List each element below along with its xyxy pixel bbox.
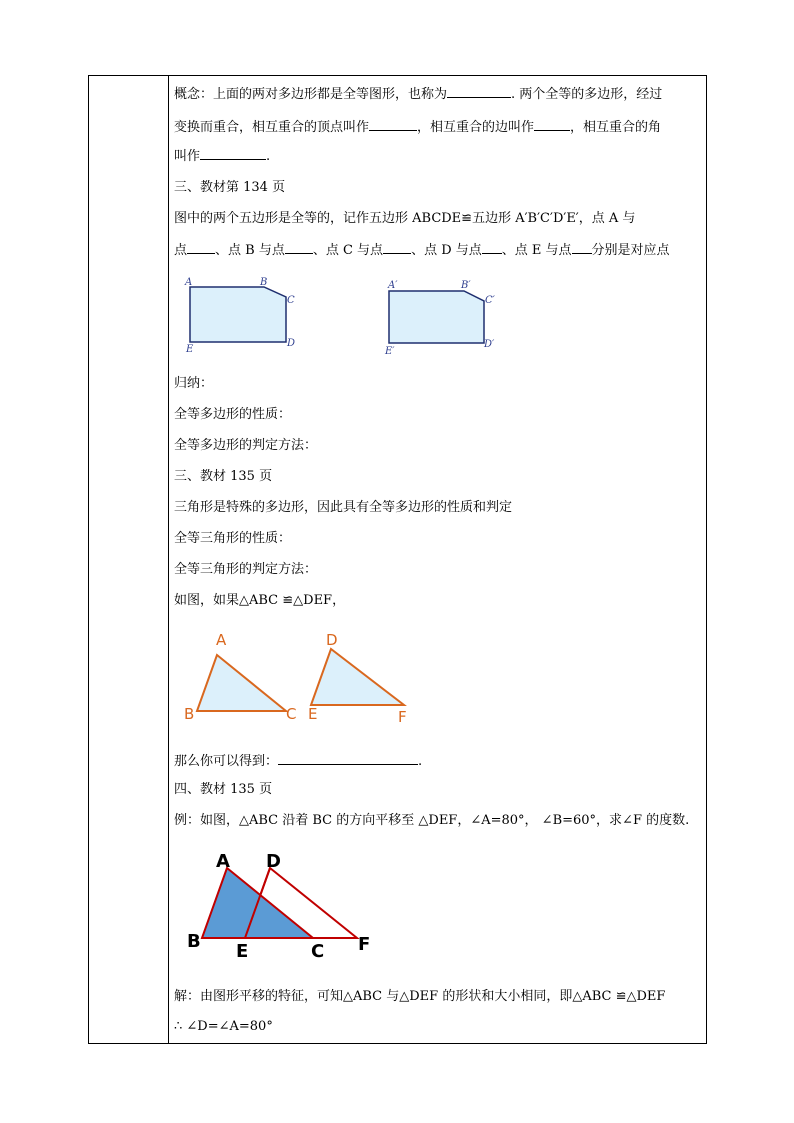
tri-label-f: F: [398, 708, 407, 726]
concept-text-3b: .: [266, 149, 271, 164]
therefore-line: ∴ ∠D=∠A=80°: [174, 1019, 273, 1034]
label-b: B: [260, 277, 268, 288]
blank-corresponding-angles[interactable]: [200, 147, 266, 160]
concept-line-2: [174, 118, 661, 136]
blank-point-c[interactable]: [383, 241, 411, 254]
pent-text-f: 分别是对应点: [591, 243, 670, 258]
label-a: A: [185, 277, 193, 288]
tri-label-d: D: [326, 631, 338, 649]
concept-text-2a: 变换而重合，相互重合的顶点叫作: [174, 120, 370, 135]
section-4-title: 四、教材 135 页: [174, 782, 273, 797]
label-d: D: [287, 338, 296, 349]
pent-text-e: 、点 E 与点: [501, 243, 572, 258]
translation-figure: [185, 848, 385, 963]
triangle-special: 三角形是特殊的多边形，因此具有全等多边形的性质和判定: [174, 500, 513, 515]
pent-text-b: 、点 B 与点: [215, 243, 285, 258]
tri-label-e: E: [308, 705, 318, 723]
triangle-properties: 全等三角形的性质：: [174, 531, 292, 546]
tr-label-a: A: [216, 851, 230, 872]
triangle-abc: [197, 655, 286, 711]
tr-label-e: E: [236, 941, 249, 962]
blank-conclusion[interactable]: [278, 752, 418, 765]
summary-label: 归纳：: [174, 376, 214, 391]
as-figure-line: 如图，如果△ABC ≌△DEF，: [174, 593, 346, 608]
label-e: E: [186, 344, 194, 355]
congruent-triangles-figure: [180, 625, 420, 730]
pentagon-statement-2: [174, 241, 670, 259]
label-c-prime: C′: [485, 295, 495, 306]
section-3b-title: 三、教材 135 页: [174, 469, 273, 484]
pentagon-statement-1: 图中的两个五边形是全等的，记作五边形 ABCDE≌五边形 A′B′C′D′E′，点 A 与: [174, 211, 636, 226]
concept-text-2c: ，相互重合的角: [570, 120, 662, 135]
pentagon-figure-right: [380, 276, 510, 361]
tri-label-c: C: [286, 705, 297, 723]
pentagon-abcde: [190, 287, 286, 342]
blank-congruent-figures[interactable]: [447, 85, 511, 98]
blank-corresponding-sides[interactable]: [534, 118, 570, 131]
blank-point-e[interactable]: [572, 241, 592, 254]
concept-text-3a: 叫作: [174, 149, 201, 164]
example-line: 例：如图，△ABC 沿着 BC 的方向平移至 △DEF，∠A=80°， ∠B=60°，求∠F 的度数.: [174, 813, 690, 828]
tri-label-b: B: [184, 705, 195, 723]
blank-point-b[interactable]: [285, 241, 313, 254]
label-d-prime: D′: [484, 339, 495, 350]
concept-text-1b: . 两个全等的多边形，经过: [511, 87, 663, 102]
pent-text-d: 、点 D 与点: [411, 243, 482, 258]
label-b-prime: B′: [461, 280, 471, 291]
you-get-line: [174, 752, 422, 770]
blank-point-a[interactable]: [187, 241, 215, 254]
poly-judgement: 全等多边形的判定方法：: [174, 438, 318, 453]
concept-line-3: [174, 147, 270, 165]
column-divider: [168, 76, 169, 1043]
tr-label-b: B: [187, 931, 201, 952]
pent-text-c: 、点 C 与点: [312, 243, 384, 258]
blank-point-d[interactable]: [482, 241, 502, 254]
tr-label-f: F: [358, 934, 371, 955]
label-e-prime: E′: [385, 346, 395, 357]
label-c: C: [287, 295, 295, 306]
tr-label-c: C: [311, 941, 325, 962]
pentagon-abcde-prime: [389, 291, 484, 343]
tr-label-d: D: [266, 851, 281, 872]
solution-line: 解：由图形平移的特征，可知△ABC 与△DEF 的形状和大小相同，即△ABC ≌△DEF: [174, 989, 666, 1004]
concept-text-2b: ，相互重合的边叫作: [417, 120, 535, 135]
label-a-prime: A′: [388, 280, 398, 291]
triangle-judgement: 全等三角形的判定方法：: [174, 562, 318, 577]
triangle-def: [311, 649, 404, 705]
you-get-period: .: [418, 754, 423, 769]
you-get-text: 那么你可以得到：: [174, 754, 279, 769]
pentagon-figure-left: [180, 272, 310, 357]
pent-text-a: 点: [174, 243, 188, 258]
blank-corresponding-vertices[interactable]: [369, 118, 417, 131]
concept-line-1: [174, 85, 662, 103]
poly-properties: 全等多边形的性质：: [174, 407, 292, 422]
concept-text-1a: 概念：上面的两对多边形都是全等图形，也称为: [174, 87, 448, 102]
tri-label-a: A: [216, 631, 227, 649]
section-3-title: 三、教材第 134 页: [174, 180, 286, 195]
